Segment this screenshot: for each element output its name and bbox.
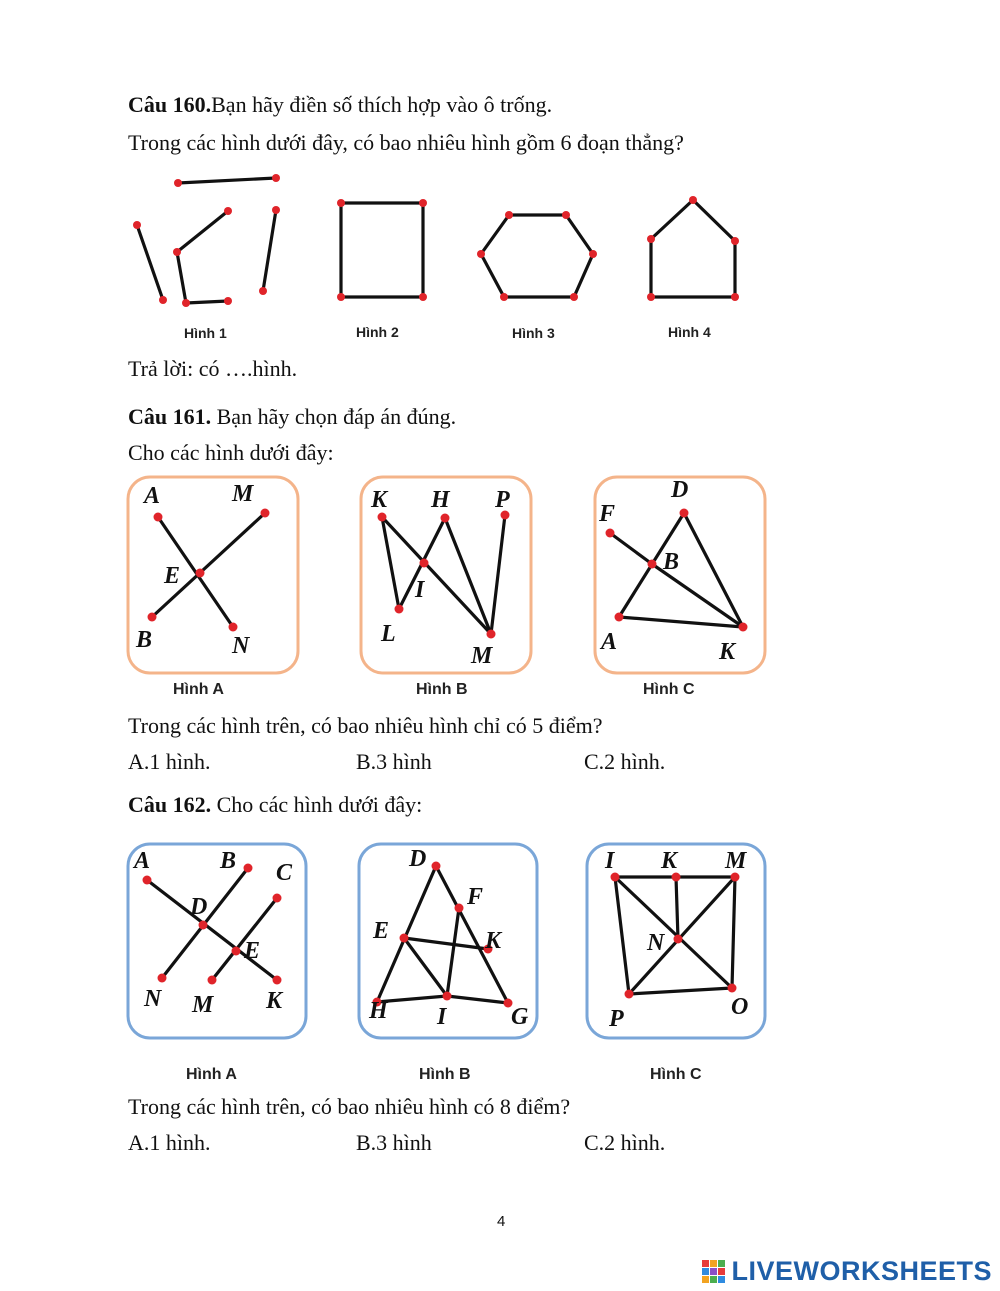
q160-figure-3: [470, 205, 605, 305]
q162a-label-d: D: [190, 894, 208, 920]
q162-figure-b: [357, 842, 539, 1040]
q162a-label-c: C: [276, 860, 293, 886]
q161b-label-p: P: [495, 487, 510, 513]
q162b-label-e: E: [373, 918, 390, 944]
q160-title: Câu 160.: [128, 92, 212, 117]
q162b-label-d: D: [409, 846, 427, 872]
q160-figure-1: [120, 170, 290, 315]
q162-caption-b: Hình B: [419, 1066, 471, 1083]
q162-heading: [128, 792, 422, 818]
q161b-label-k: K: [371, 487, 388, 513]
q162c-label-m: M: [725, 848, 747, 874]
q161-figure-a: [126, 475, 300, 675]
q160-caption-2: Hình 2: [356, 324, 399, 340]
q160-instruction: Bạn hãy điền số thích hợp vào ô trống.: [211, 92, 553, 117]
q161b-label-m: M: [471, 643, 493, 669]
q160-caption-4: Hình 4: [668, 324, 711, 340]
q161b-label-h: H: [431, 487, 450, 513]
q160-question: Trong các hình dưới đây, có bao nhiêu hình gồm 6 đoạn thẳng?: [128, 130, 684, 155]
q161-intro: Cho các hình dưới đây:: [128, 440, 334, 465]
q161c-label-k: K: [719, 639, 736, 665]
q162a-label-n: N: [144, 986, 162, 1012]
q162b-label-h: H: [369, 998, 388, 1024]
q161-question: Trong các hình trên, có bao nhiêu hình chỉ có 5 điểm?: [128, 713, 603, 738]
q160-answer: Trả lời: có ….hình.: [128, 356, 298, 381]
page-number: 4: [497, 1213, 506, 1230]
q162a-label-m: M: [192, 992, 214, 1018]
q161-option-b[interactable]: B.3 hình: [356, 749, 432, 774]
q160-figure-4: [640, 190, 750, 305]
q161-caption-a: Hình A: [173, 681, 224, 698]
q161b-label-l: L: [381, 621, 396, 647]
q162a-label-b: B: [220, 848, 237, 874]
q162-caption-c: Hình C: [650, 1066, 702, 1083]
q161-caption-b: Hình B: [416, 681, 468, 698]
q161a-label-b: B: [136, 627, 153, 653]
q161c-label-d: D: [671, 477, 689, 503]
q161a-label-m: M: [232, 481, 254, 507]
q161a-label-e: E: [164, 563, 181, 589]
q161-title: Câu 161.: [128, 404, 212, 429]
q162a-label-k: K: [266, 988, 283, 1014]
q161c-label-a: A: [601, 629, 618, 655]
q162-figure-a: [126, 842, 308, 1040]
q162b-label-g: G: [511, 1004, 529, 1030]
liveworksheets-wordmark: LIVEWORKSHEETS: [731, 1256, 992, 1286]
q162-caption-a: Hình A: [186, 1066, 237, 1083]
liveworksheets-logo-icon: [701, 1259, 727, 1285]
liveworksheets-brand: [701, 1256, 992, 1287]
q161-option-a[interactable]: A.1 hình.: [128, 749, 211, 774]
q161-option-c[interactable]: C.2 hình.: [584, 749, 666, 774]
q161-caption-c: Hình C: [643, 681, 695, 698]
q161-figure-c: [593, 475, 767, 675]
q161a-label-n: N: [232, 633, 250, 659]
q162b-label-i: I: [437, 1004, 447, 1030]
q161c-label-f: F: [599, 501, 616, 527]
q162c-label-k: K: [661, 848, 678, 874]
q162a-label-e: E: [244, 938, 261, 964]
q161-heading: [128, 404, 456, 430]
q162b-label-f: F: [467, 884, 484, 910]
q162c-label-n: N: [647, 930, 665, 956]
q162-intro: Cho các hình dưới đây:: [211, 792, 423, 817]
q162-option-c[interactable]: C.2 hình.: [584, 1130, 666, 1155]
q161-figure-b: [359, 475, 533, 675]
q162c-label-i: I: [605, 848, 615, 874]
q162a-label-a: A: [134, 848, 151, 874]
q162-option-a[interactable]: A.1 hình.: [128, 1130, 211, 1155]
q161-instruction: Bạn hãy chọn đáp án đúng.: [211, 404, 457, 429]
q162c-label-p: P: [609, 1006, 624, 1032]
q160-caption-1: Hình 1: [184, 325, 227, 341]
q160-figure-2: [330, 195, 440, 310]
q161a-label-a: A: [144, 483, 161, 509]
q161b-label-i: I: [415, 577, 425, 603]
q162b-label-k: K: [485, 928, 502, 954]
q160-caption-3: Hình 3: [512, 325, 555, 341]
q160-heading: [128, 92, 552, 118]
q161c-label-b: B: [663, 549, 680, 575]
q162-option-b[interactable]: B.3 hình: [356, 1130, 432, 1155]
q162-figure-c: [585, 842, 767, 1040]
q162c-label-o: O: [731, 994, 749, 1020]
q162-question: Trong các hình trên, có bao nhiêu hình có 8 điểm?: [128, 1094, 571, 1119]
q162-title: Câu 162.: [128, 792, 212, 817]
